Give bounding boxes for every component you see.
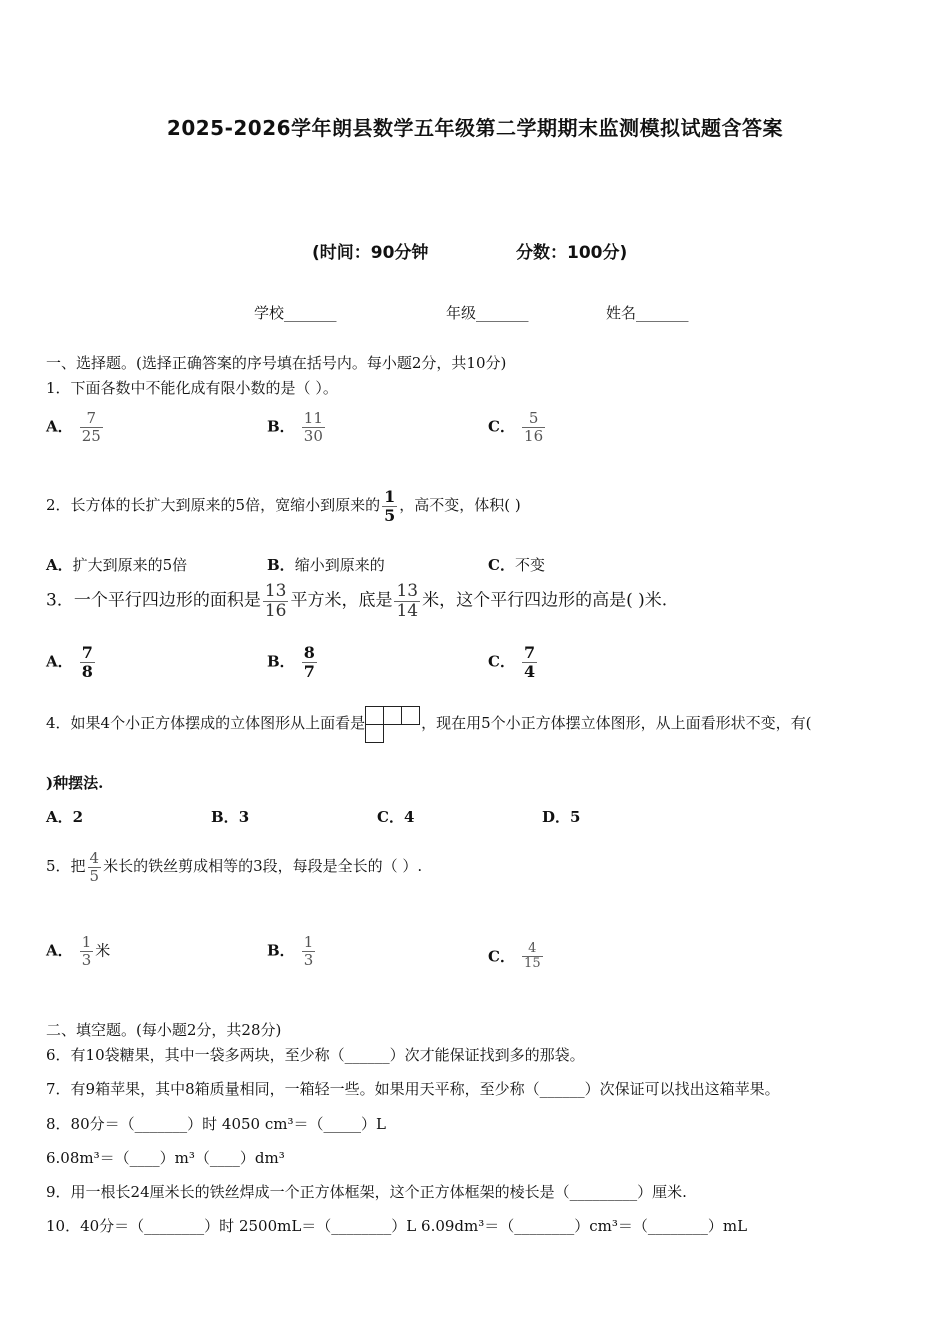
fraction: $\frac{8}{7}$	[303, 643, 315, 681]
option-label: A．	[46, 652, 73, 671]
fraction: $\frac{7}{8}$	[81, 643, 93, 681]
fraction: $\frac{4}{15}$	[524, 941, 541, 972]
q2-stem: 2．长方体的长扩大到原来的5倍，宽缩小到原来的 $\frac{1}{5}$ ，高不变，体积( )	[46, 487, 521, 525]
option-label: B．	[267, 417, 295, 436]
q4-stem-cont: )种摆法.	[46, 774, 104, 792]
option-label: B．	[267, 652, 295, 671]
q1-option-a[interactable]	[46, 410, 105, 444]
q2-option-a[interactable]: A．扩大到原来的5倍	[46, 556, 188, 574]
unit: 米	[95, 941, 111, 960]
fraction: $\frac{13}{14}$	[396, 581, 419, 621]
q5-option-a[interactable]	[46, 934, 110, 968]
fraction: $\frac{11}{30}$	[303, 409, 323, 445]
fraction: $\frac{5}{16}$	[524, 409, 544, 445]
school-field[interactable]: 学校_______	[254, 304, 337, 322]
q3-option-b[interactable]	[267, 644, 319, 680]
q8-line1: 8．80分＝（_______）时 4050 cm³＝（_____）L	[46, 1115, 386, 1133]
fraction: $\frac{7}{25}$	[81, 409, 101, 445]
fraction: $\frac{7}{4}$	[524, 643, 536, 681]
q2-option-c[interactable]: C．不变	[488, 556, 545, 574]
option-label: C．	[488, 417, 515, 436]
q4-option-b[interactable]: B．3	[211, 808, 250, 826]
fraction: $\frac{1}{5}$	[384, 487, 396, 525]
section2-heading: 二、填空题。(每小题2分，共28分)	[46, 1021, 282, 1039]
top-view-grid-icon	[365, 706, 421, 742]
option-label: C．	[488, 947, 515, 966]
exam-time: (时间：90分钟	[312, 243, 429, 263]
q5-option-c[interactable]	[488, 942, 545, 972]
q4-option-a[interactable]: A．2	[46, 808, 84, 826]
page-title: 2025-2026学年朗县数学五年级第二学期期末监测模拟试题含答案	[166, 116, 784, 140]
q5-option-b[interactable]	[267, 934, 317, 968]
q9: 9．用一根长24厘米长的铁丝焊成一个正方体框架，这个正方体框架的棱长是（_________）厘米.	[46, 1183, 687, 1201]
fraction: $\frac{4}{5}$	[89, 849, 100, 885]
q7: 7．有9箱苹果，其中8箱质量相同，一箱轻一些。如果用天平称，至少称（______）次保证可以找出这箱苹果。	[46, 1080, 780, 1098]
q8-line2: 6.08m³＝（____）m³（____）dm³	[46, 1149, 285, 1167]
q1-stem: 1．下面各数中不能化成有限小数的是（ ）。	[46, 379, 338, 397]
fraction: $\frac{13}{16}$	[264, 581, 287, 621]
fraction: $\frac{1}{3}$	[81, 933, 92, 969]
q3-option-c[interactable]	[488, 644, 539, 680]
q4-option-d[interactable]: D．5	[542, 808, 581, 826]
q2-option-b[interactable]: B．缩小到原来的	[267, 556, 385, 574]
q1-option-c[interactable]	[488, 410, 547, 444]
q4-stem: 4．如果4个小正方体摆成的立体图形从上面看是 ，现在用5个小正方体摆立体图形，从上面看形状不变，有(	[46, 706, 812, 742]
option-label: C．	[488, 652, 515, 671]
q4-option-c[interactable]: C．4	[377, 808, 415, 826]
q3-option-a[interactable]	[46, 644, 97, 680]
q1-option-b[interactable]	[267, 410, 327, 444]
option-label: A．	[46, 941, 73, 960]
exam-score: 分数：100分)	[516, 243, 628, 263]
option-label: B．	[267, 941, 295, 960]
q10: 10．40分＝（________）时 2500mL＝（________）L 6.09dm³＝（________）cm³＝（________）mL	[46, 1217, 748, 1235]
option-label: A．	[46, 417, 73, 436]
fraction: $\frac{1}{3}$	[303, 933, 314, 969]
q6: 6．有10袋糖果，其中一袋多两块，至少称（______）次才能保证找到多的那袋。	[46, 1046, 585, 1064]
grade-field[interactable]: 年级_______	[446, 304, 529, 322]
section1-heading: 一、选择题。(选择正确答案的序号填在括号内。每小题2分，共10分)	[46, 354, 507, 372]
q3-stem: 3．一个平行四边形的面积是 $\frac{13}{16}$ 平方米，底是 $\frac{13}{14}$ 米，这个平行四边形的高是( )米.	[46, 581, 668, 621]
name-field[interactable]: 姓名_______	[606, 304, 689, 322]
q5-stem: 5．把 $\frac{4}{5}$ 米长的铁丝剪成相等的3段，每段是全长的（ ）.	[46, 849, 423, 885]
